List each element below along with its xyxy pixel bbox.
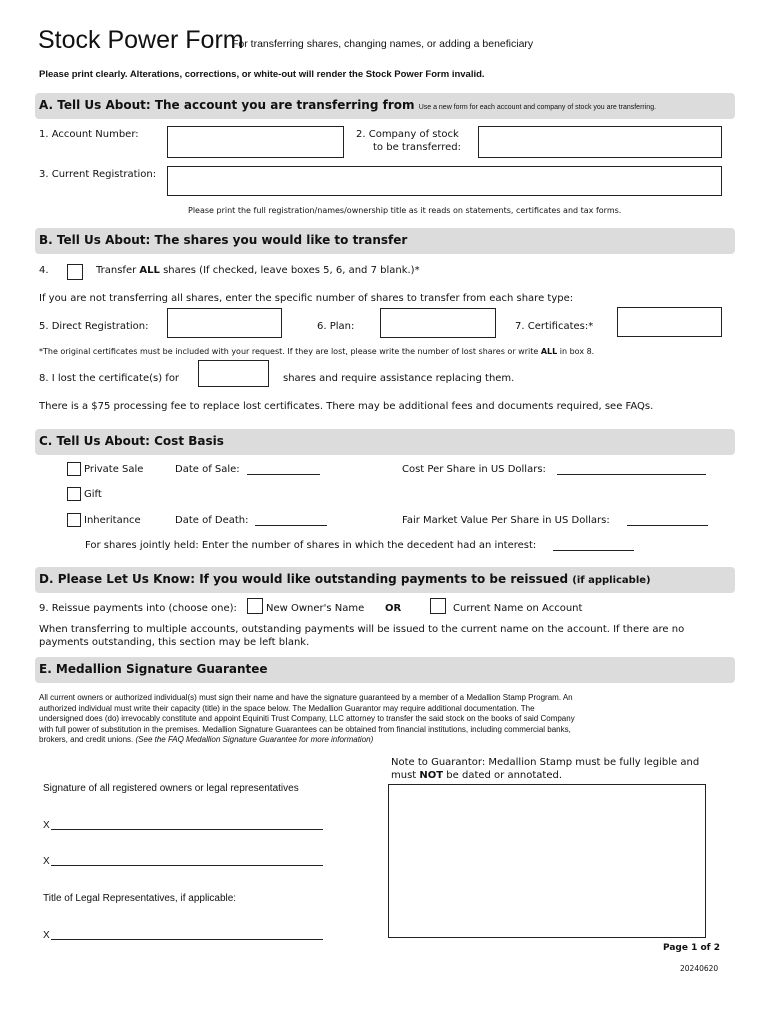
direct-registration-label: 5. Direct Registration: [39, 321, 149, 332]
private-sale-checkbox[interactable] [67, 462, 81, 476]
partial-instruction: If you are not transferring all shares, enter the specific number of shares to transfer from each share type: [39, 293, 574, 304]
reissue-note-line2: payments outstanding, this section may be left blank. [39, 637, 310, 648]
fee-note: There is a $75 processing fee to replace lost certificates. There may be additional fees and documents required, see FAQs. [39, 401, 654, 412]
cost-per-share-label: Cost Per Share in US Dollars: [402, 464, 546, 475]
section-e-header [35, 657, 735, 683]
fair-market-line[interactable] [627, 525, 708, 526]
registration-note: Please print the full registration/names/ownership title as it reads on statements, certificates and tax forms. [188, 206, 622, 215]
inheritance-label: Inheritance [84, 515, 141, 526]
date-of-death-label: Date of Death: [175, 515, 249, 526]
item4-number: 4. [39, 265, 49, 276]
registration-label: 3. Current Registration: [39, 169, 157, 180]
private-sale-label: Private Sale [84, 464, 144, 475]
section-a-note: Use a new form for each account and company of stock you are transferring. [418, 104, 657, 111]
signature-label: Signature of all registered owners or legal representatives [43, 783, 299, 794]
signature-x-2: X [43, 856, 50, 867]
reissue-note-line1: When transferring to multiple accounts, outstanding payments will be issued to the current name on the account. If there are no [39, 624, 685, 635]
signature-x-1: X [43, 820, 50, 831]
plan-label: 6. Plan: [317, 321, 355, 332]
item4-text: Transfer ALL shares (If checked, leave boxes 5, 6, and 7 blank.)* [96, 265, 420, 276]
lost-certificates-label: 8. I lost the certificate(s) for [39, 373, 180, 384]
signature-line-1[interactable] [51, 829, 323, 830]
certificates-label: 7. Certificates:* [515, 321, 594, 332]
form-title: Stock Power Form [38, 26, 244, 54]
cost-per-share-line[interactable] [557, 474, 706, 475]
section-c-header [35, 429, 735, 455]
certificates-field[interactable] [617, 307, 722, 337]
section-b-header [35, 228, 735, 254]
account-number-label: 1. Account Number: [39, 129, 139, 140]
registration-field[interactable] [167, 166, 722, 196]
signature-line-2[interactable] [51, 865, 323, 866]
page-number: Page 1 of 2 [663, 943, 720, 953]
reissue-label: 9. Reissue payments into (choose one): [39, 603, 237, 614]
joint-shares-line[interactable] [553, 550, 634, 551]
certificates-footnote: *The original certificates must be included with your request. If they are lost, please write the number of lost shares or write ALL in box 8. [39, 347, 595, 356]
section-b-title: B. Tell Us About: The shares you would like to transfer [39, 233, 408, 247]
section-a-title: A. Tell Us About: The account you are transferring from [39, 98, 415, 112]
gift-checkbox[interactable] [67, 487, 81, 501]
form-subtitle: For transferring shares, changing names, or adding a beneficiary [232, 38, 534, 50]
new-owner-checkbox[interactable] [247, 598, 263, 614]
or-label: OR [385, 603, 402, 614]
direct-registration-field[interactable] [167, 308, 282, 338]
lost-certificates-field[interactable] [198, 360, 269, 387]
company-label-line2: to be transferred: [373, 142, 461, 153]
inheritance-checkbox[interactable] [67, 513, 81, 527]
gift-label: Gift [84, 489, 102, 500]
transfer-all-checkbox[interactable] [67, 264, 83, 280]
joint-note: For shares jointly held: Enter the number of shares in which the decedent had an interest: [85, 540, 537, 551]
plan-field[interactable] [380, 308, 496, 338]
current-name-label: Current Name on Account [453, 603, 583, 614]
date-of-sale-line[interactable] [247, 474, 320, 475]
date-of-death-line[interactable] [255, 525, 327, 526]
section-a-header [35, 93, 735, 119]
lost-certificates-post: shares and require assistance replacing them. [283, 373, 515, 384]
section-c-title: C. Tell Us About: Cost Basis [39, 434, 224, 448]
guarantor-note-line2: must NOT be dated or annotated. [391, 770, 563, 781]
medallion-stamp-box[interactable] [388, 784, 706, 938]
section-d-note: (if applicable) [572, 575, 651, 586]
current-name-checkbox[interactable] [430, 598, 446, 614]
section-e-title: E. Medallion Signature Guarantee [39, 662, 268, 676]
signature-x-3: X [43, 930, 50, 941]
guarantor-note-line1: Note to Guarantor: Medallion Stamp must be fully legible and [391, 757, 700, 768]
fair-market-label: Fair Market Value Per Share in US Dollars: [402, 515, 610, 526]
section-d-header [35, 567, 735, 593]
date-of-sale-label: Date of Sale: [175, 464, 240, 475]
new-owner-label: New Owner's Name [266, 603, 365, 614]
company-label-line1: 2. Company of stock [356, 129, 459, 140]
title-label: Title of Legal Representatives, if applicable: [43, 893, 237, 904]
form-code: 20240620 [680, 964, 719, 973]
account-number-field[interactable] [167, 126, 344, 158]
company-field[interactable] [478, 126, 722, 158]
section-d-title: D. Please Let Us Know: If you would like outstanding payments to be reissued [39, 572, 569, 586]
medallion-paragraph: All current owners or authorized individual(s) must sign their name and have the signature guaranteed by a member of a Medallion Stamp Program. An authorized individual must write their capacity (title) in the space below. The Medallion Guarantor may require additional documentation. The undersigned does (do) irrevocably constitute and appoint Equiniti Trust Company, LLC attorney to transfer the said stock on the books of said Company with full power of substitution in the premises. Medallion Signature Guarantees can be obtained from financial institutions, including commercial banks, brokers, and credit unions. (See the FAQ Medallion Signature Guarantee for more information) [39, 693, 575, 744]
print-warning: Please print clearly. Alterations, corrections, or white-out will render the Stock Power Form invalid. [39, 69, 485, 80]
title-line[interactable] [51, 939, 323, 940]
